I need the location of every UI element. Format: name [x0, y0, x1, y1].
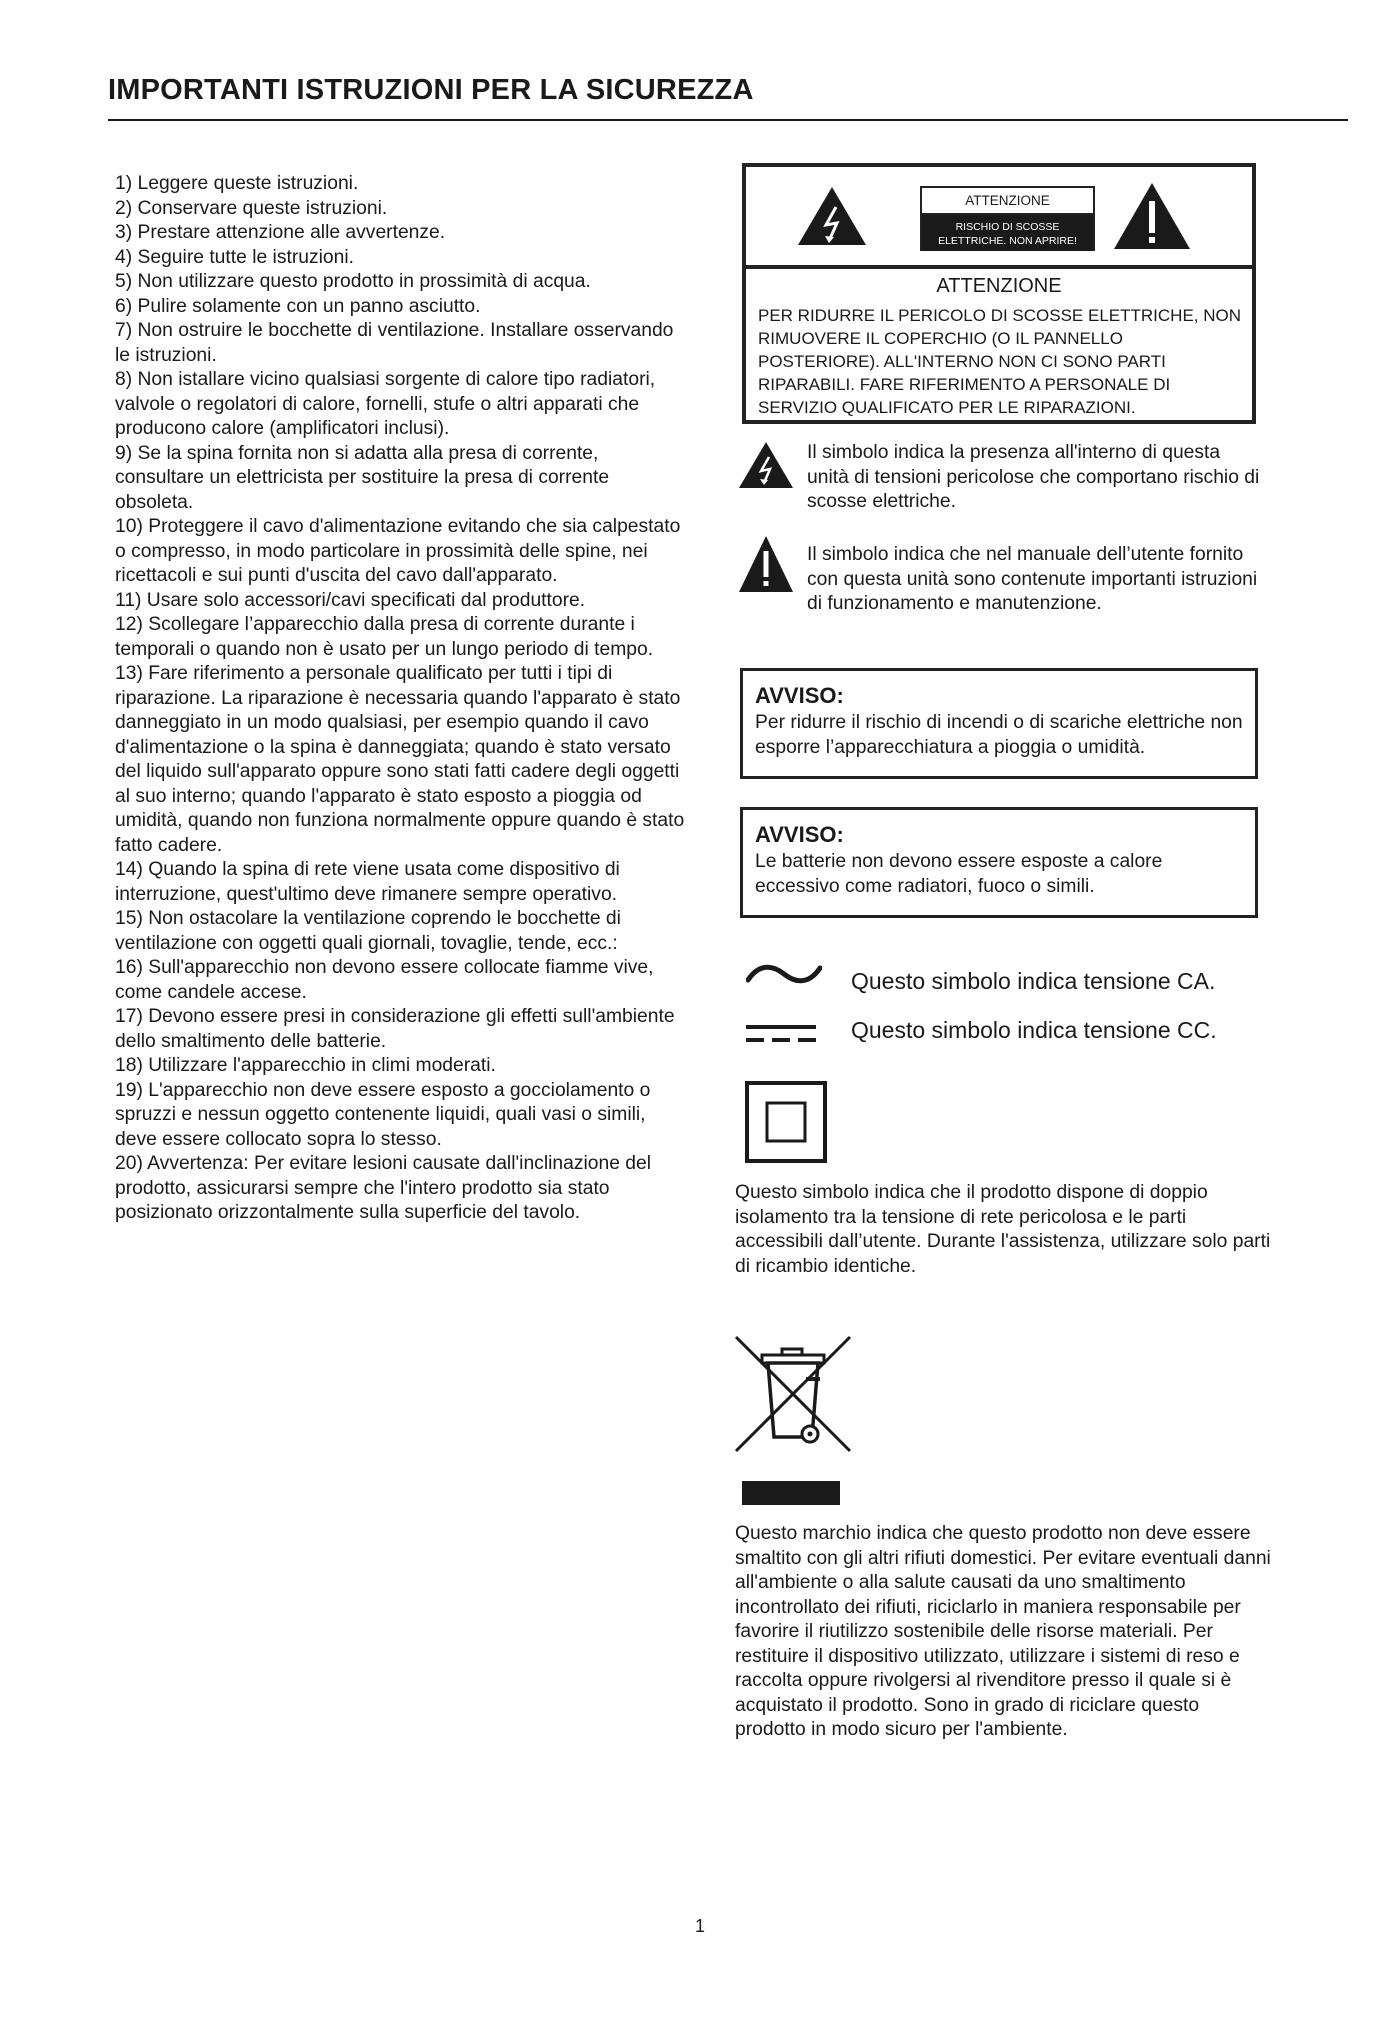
ac-description: Questo simbolo indica tensione CA. — [851, 968, 1216, 994]
instruction-item: 6) Pulire solamente con un panno asciutto. — [115, 295, 481, 317]
notice-text: Per ridurre il rischio di incendi o di scariche elettriche non esporre l’apparecchiatura a pioggia o umidità. — [755, 712, 1243, 758]
instruction-item: 15) Non ostacolare la ventilazione coprendo le bocchette di ventilazione con oggetti quali giornali, tovaglie, tende, ecc.: — [115, 908, 621, 954]
instruction-item: 13) Fare riferimento a personale qualificato per tutti i tipi di riparazione. La riparazione è necessaria quando l'apparato è stato danneggiato in un modo qualsiasi, per esempio quando il cavo d'alimentazione o la spina è danneggiata; quando è stato versato del liquido sull'apparato oppure sono stati fatti cadere degli oggetti al suo interno; quando l'apparato è stato esposto a pioggia od umidità, quando non funziona normalmente oppure quando è stato fatto cadere. — [115, 663, 685, 856]
page-number: 1 — [694, 1916, 705, 1936]
lightning-bolt-warning-icon — [796, 185, 868, 247]
crossed-out-bin-icon — [732, 1333, 854, 1455]
instruction-item: 7) Non ostruire le bocchette di ventilazione. Installare osservando le istruzioni. — [115, 320, 674, 366]
instruction-item: 17) Devono essere presi in considerazione gli effetti sull'ambiente dello smaltimento delle batterie. — [115, 1006, 675, 1052]
instruction-item: 14) Quando la spina di rete viene usata come dispositivo di interruzione, quest'ultimo deve rimanere sempre operativo. — [115, 859, 620, 905]
instruction-item: 16) Sull'apparecchio non devono essere collocate fiamme vive, come candele accese. — [115, 957, 654, 1003]
instruction-item: 20) Avvertenza: Per evitare lesioni causate dall'inclinazione del prodotto, assicurarsi sempre che l'intero prodotto sia stato posizionato orizzontalmente sulla superficie del tavolo. — [115, 1153, 652, 1223]
instruction-item: 18) Utilizzare l'apparecchio in climi moderati. — [115, 1055, 496, 1076]
instruction-item: 9) Se la spina fornita non si adatta alla presa di corrente, consultare un elettricista per sostituire la presa di corrente obsoleta. — [115, 442, 610, 513]
exclamation-warning-icon — [1112, 181, 1192, 251]
instruction-item: 3) Prestare attenzione alle avvertenze. — [115, 222, 446, 243]
instruction-item: 10) Proteggere il cavo d'alimentazione evitando che sia calpestato o compresso, in modo particolare in prossimità delle spine, nei ricettacoli e sui punti d'uscita del cavo dall'apparato. — [115, 516, 681, 586]
notice-box — [740, 807, 1258, 918]
instruction-item: 19) L'apparecchio non deve essere esposto a gocciolamento o spruzzi e nessun oggetto contenente liquidi, quali vasi o simili, deve essere collocato sopra lo stesso. — [115, 1079, 651, 1150]
manual-symbol-description: Il simbolo indica che nel manuale dell’utente fornito con questa unità sono contenute importanti istruzioni di funzionamento e manutenzione. — [807, 544, 1258, 614]
caution-box-header — [746, 167, 1252, 269]
caution-label-top: ATTENZIONE — [922, 188, 1093, 215]
notice-title: AVVISO: — [755, 683, 844, 708]
notice-box — [740, 668, 1258, 779]
caution-label-bottom — [922, 215, 1093, 251]
notice-text: Le batterie non devono essere esposte a calore eccessivo come radiatori, fuoco o simili. — [755, 851, 1163, 897]
weee-bar — [742, 1481, 840, 1505]
double-insulation-icon — [745, 1081, 827, 1163]
notice-title: AVVISO: — [755, 822, 844, 847]
instruction-item: 12) Scollegare l’apparecchio dalla presa di corrente durante i temporali o quando non è usato per un lungo periodo di tempo. — [115, 614, 654, 660]
dc-icon — [746, 1023, 816, 1045]
caution-label-line: ELETTRICHE. NON APRIRE! — [938, 235, 1077, 247]
voltage-symbol-description: Il simbolo indica la presenza all'interno di questa unità di tensioni pericolose che comportano rischio di scosse elettriche. — [807, 442, 1260, 512]
exclamation-warning-icon — [738, 535, 794, 593]
caution-box — [742, 163, 1256, 424]
lightning-bolt-warning-icon — [738, 441, 794, 489]
ac-tilde-icon — [746, 962, 822, 988]
page-title: IMPORTANTI ISTRUZIONI PER LA SICUREZZA — [108, 74, 754, 106]
dc-description: Questo simbolo indica tensione CC. — [851, 1017, 1217, 1043]
instruction-item: 4) Seguire tutte le istruzioni. — [115, 246, 354, 268]
double-insulation-description: Questo simbolo indica che il prodotto dispone di doppio isolamento tra la tensione di rete pericolosa e le parti accessibili dall’utente. Durante l'assistenza, utilizzare solo parti di ricambio identiche. — [735, 1182, 1271, 1277]
caution-text: PER RIDURRE IL PERICOLO DI SCOSSE ELETTRICHE, NON RIMUOVERE IL COPERCHIO (O IL PANNELLO POSTERIORE). ALL'INTERNO NON CI SONO PARTI RIPARABILI. FARE RIFERIMENTO A PERSONALE DI SERVIZIO QUALIFICATO PER LE RIPARAZIONI. — [758, 306, 1242, 417]
caution-label — [920, 186, 1095, 251]
caution-label-line: RISCHIO DI SCOSSE — [955, 221, 1060, 233]
title-divider — [108, 119, 1348, 121]
instructions-list — [115, 172, 690, 1226]
instruction-item: 5) Non utilizzare questo prodotto in prossimità di acqua. — [115, 271, 591, 292]
instruction-item: 11) Usare solo accessori/cavi specificati dal produttore. — [115, 589, 586, 611]
weee-description: Questo marchio indica che questo prodotto non deve essere smaltito con gli altri rifiuti domestici. Per evitare eventuali danni all'ambiente o alla salute causati da uno smaltimento incontrollato dei rifiuti, riciclarlo in maniera responsabile per favorire il riutilizzo sostenibile delle risorse materiali. Per restituire il dispositivo utilizzato, utilizzare i sistemi di reso e raccolta oppure rivolgersi al rivenditore presso il quale si è acquistato il prodotto. Sono in grado di riciclare questo prodotto in modo sicuro per l'ambiente. — [735, 1523, 1271, 1740]
instruction-item: 1) Leggere queste istruzioni. — [115, 173, 359, 194]
instruction-item: 8) Non istallare vicino qualsiasi sorgente di calore tipo radiatori, valvole o regolatori di calore, fornelli, stufe o altri apparati che producono calore (amplificatori inclusi). — [115, 369, 656, 439]
caution-heading: ATTENZIONE — [936, 275, 1062, 297]
instruction-item: 2) Conservare queste istruzioni. — [115, 197, 388, 219]
